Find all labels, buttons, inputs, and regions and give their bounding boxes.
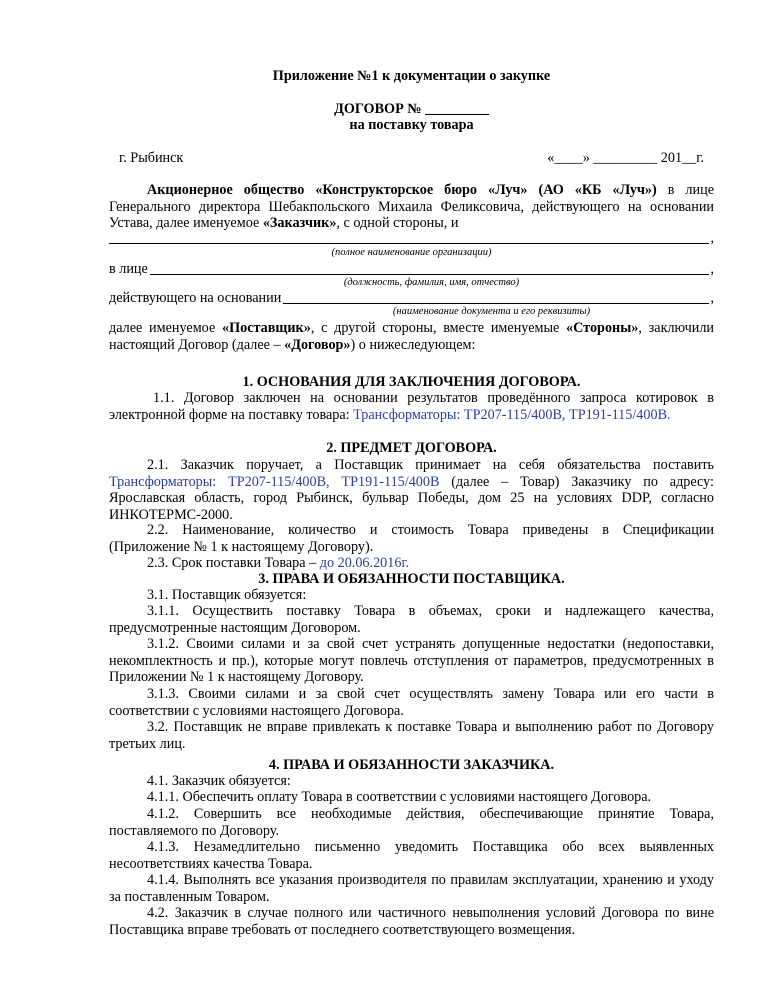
parties-text-end: , с одной стороны, и [336,215,459,232]
place-date-row [109,150,714,167]
section-3-title: 3. ПРАВА И ОБЯЗАННОСТИ ПОСТАВЩИКА. [258,571,565,587]
hint-person: (должность, фамилия, имя, отчество) [343,277,520,288]
contract-label: «Договор» [284,336,351,353]
clause-4-1-1: 4.1.1. Обеспечить оплату Товара в соответствии с условиями настоящего Договора. [147,789,652,805]
clause-2-2: 2.2. Наименование, количество и стоимость Товара приведены в Спецификации (Приложение № 1 к настоящему Договору). [109,522,714,555]
clause-3-1-2: 3.1.2. Своими силами и за свой счет устранять допущенные недостатки (недопоставки, некомплектность и пр.), которые могут повлечь отступления от параметров, предусмотренных в Приложении № 1 к настоящему Договору. [109,636,714,686]
hint-org: (полное наименование организации) [331,247,492,258]
clause-2-1-text-end: (далее – Товар) Заказчику по адресу: Ярославская область, город Рыбинск, бульвар Победы, дом 25 на условиях DDP, согласно ИНКОТЕРМС-2000. [109,473,714,523]
clause-3-1: 3.1. Поставщик обязуется: [147,587,307,603]
contract-date: «____» _________ 201__г. [547,150,704,166]
clause-4-1-3: 4.1.3. Незамедлительно письменно уведомить Поставщика обо всех выявленных несоответствиях качества Товара. [109,839,714,872]
sides-label: «Стороны» [566,320,639,336]
clause-2-3-text: 2.3. Срок поставки Товара – [147,555,320,571]
hint-doc: (наименование документа и его реквизиты) [392,306,591,317]
parties-paragraph [109,182,714,232]
person-line [150,273,710,275]
clause-4-1-4: 4.1.4. Выполнять все указания производителя по правилам эксплуатации, хранению и уходу за поставленным Товаром. [109,872,714,905]
org-name-line [109,242,709,244]
person-field [109,261,714,278]
clause-4-1: 4.1. Заказчик обязуется: [147,773,291,789]
in-person-label: в лице [109,261,148,277]
clause-4-2: 4.2. Заказчик в случае полного или частичного невыполнения условий Договора по вине Поставщика вправе требовать от последнего соответствующего возмещения. [109,905,714,938]
supplier-text-tail: ) о нижеследующем: [350,336,476,353]
acting-basis-label: действующего на основании [109,290,282,306]
clause-2-3 [109,555,714,572]
supplier-label: «Поставщик» [221,320,311,336]
basis-field [109,290,714,307]
clause-1-1-text: 1.1. Договор заключен на основании результатов проведённого запроса котировок в электронной форме на поставку товара: [109,390,714,423]
appendix-title: Приложение №1 к документации о закупке [272,68,551,84]
customer-company: Акционерное общество «Конструкторское бюро «Луч» (АО «КБ «Луч») [147,182,657,198]
customer-label: «Заказчик» [262,215,337,232]
supplier-text: далее именуемое [109,320,222,336]
comma: , [710,290,714,306]
section-2-title: 2. ПРЕДМЕТ ДОГОВОРА. [326,440,497,456]
clause-3-2: 3.2. Поставщик не вправе привлекать к поставке Товара и выполнению работ по Договору третьих лиц. [109,719,714,752]
clause-3-1-1: 3.1.1. Осуществить поставку Товара в объемах, сроки и надлежащего качества, предусмотренные настоящим Договором. [109,603,714,636]
clause-2-1-text: 2.1. Заказчик поручает, а Поставщик принимает на себя обязательства поставить [147,457,714,473]
delivery-date: до 20.06.2016г. [319,555,410,571]
clause-2-1-item: Трансформаторы: ТР207-115/400В, ТР191-115/400В [109,473,440,490]
parties-text: в лице Генерального директора Шебакпольского Михаила Феликсовича, действующего на основании Устава, далее именуемое [109,182,714,232]
clause-4-1-2: 4.1.2. Совершить все необходимые действия, обеспечивающие принятие Товара, поставляемого по Договору. [109,806,714,839]
city: г. Рыбинск [119,150,184,166]
clause-3-1-3: 3.1.3. Своими силами и за свой счет осуществлять замену Товара или его части в соответствии с условиями настоящего Договора. [109,686,714,719]
basis-line [283,302,709,304]
section-4-title: 4. ПРАВА И ОБЯЗАННОСТИ ЗАКАЗЧИКА. [268,757,555,773]
supplier-text-end: , заключили настоящий Договор (далее – [109,320,714,353]
supplier-text-mid: , с другой стороны, вместе именуемые [310,320,567,336]
supplier-paragraph [109,320,714,353]
org-name-field [109,230,714,247]
clause-1-1 [109,390,714,423]
contract-title: ДОГОВОР № _________ [334,101,489,117]
clause-1-1-item: Трансформаторы: ТР207-115/400В, ТР191-115/400В. [353,406,671,423]
clause-2-1 [109,457,714,523]
comma: , [710,261,714,277]
contract-subtitle: на поставку товара [349,117,474,133]
comma: , [710,230,714,246]
section-1-title: 1. ОСНОВАНИЯ ДЛЯ ЗАКЛЮЧЕНИЯ ДОГОВОРА. [242,374,581,390]
